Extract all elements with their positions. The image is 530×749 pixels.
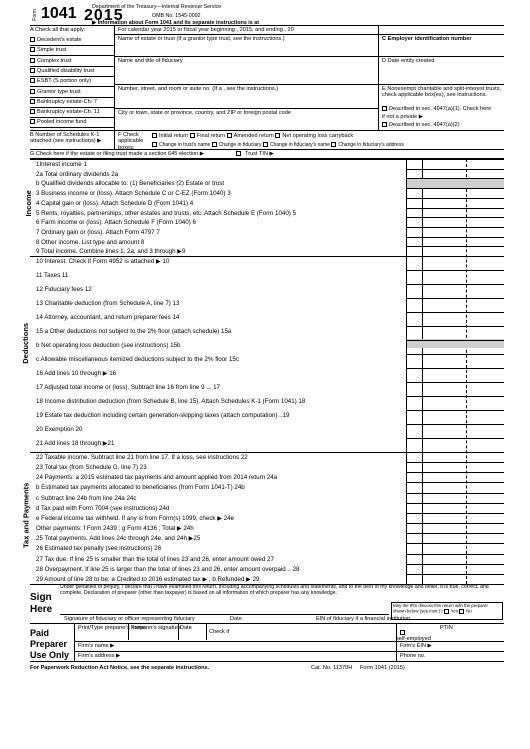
deductions-line: 21 Add lines 18 through ▶21 <box>36 440 115 447</box>
deductions-line: 10 Interest. Check if Form 4952 is attached ▶ 10 <box>36 258 170 265</box>
amount-cell[interactable] <box>406 326 504 327</box>
firm-name-label: Firm's name ▶ <box>78 643 115 649</box>
amount-cell[interactable] <box>406 554 504 555</box>
amount-cell[interactable] <box>406 227 504 228</box>
initial-return-label: Initial return <box>159 133 189 139</box>
city-input[interactable] <box>118 118 374 128</box>
amount-cell[interactable] <box>406 284 504 285</box>
section-a-option-label: ESBT (S portion only) <box>37 78 91 85</box>
paid-preparer <box>30 624 504 662</box>
self-employed-checkbox[interactable] <box>400 630 405 635</box>
schedules-k1-label: B Number of Schedules K-1 attached (see instructions) ▶ <box>30 132 102 145</box>
section-a-checkbox[interactable] <box>30 109 35 114</box>
deductions-line: 16 Add lines 10 through ▶ 16 <box>36 370 117 377</box>
section-a-checkbox[interactable] <box>30 68 35 73</box>
signature-label: Signature of fiduciary or officer representing fiduciary <box>64 616 195 622</box>
amount-cell[interactable] <box>406 523 504 524</box>
deductions-line: 14 Attorney, accountant, and return preparer fees 14 <box>36 314 180 321</box>
check-boxes-label: F Check applicable boxes: <box>118 132 144 151</box>
tax-line: b Estimated tax payments allocated to beneficiaries (from Form 1041-T) 24b <box>36 484 245 492</box>
deductions-line: 17 Adjusted total income or (loss). Subtract line 16 from line 9 ... 17 <box>36 384 220 391</box>
sec4947a1-checkbox[interactable] <box>382 106 387 111</box>
section-a-checkbox[interactable] <box>30 37 35 42</box>
form-1041 <box>21 4 504 744</box>
change-fiduciary-address-checkbox[interactable] <box>331 142 336 147</box>
row-g <box>30 150 504 159</box>
tax-line: 25 Total payments. Add lines 24c through 24e, and 24h ▶25 <box>36 535 201 543</box>
tax-line: 22 Taxable income. Subtract line 21 from line 17. If a loss, see instructions 22 <box>36 454 248 461</box>
form-footer-label: Form 1041 (2015) <box>360 665 405 671</box>
amount-cell[interactable] <box>406 574 504 575</box>
omb-number: OMB No. 1545-0092 <box>152 13 201 19</box>
street-label: Number, street, and room or suite no. (If a , see the instructions.) <box>118 86 279 92</box>
amount-cell[interactable] <box>406 382 504 383</box>
amended-return-label: Amended return <box>233 133 274 139</box>
deductions-line: 13 Charitable deduction (from Schedule A, line 7) 13 <box>36 300 180 307</box>
deductions-line: 19 Estate tax deduction including certain generation-skipping taxes (attach computation) ..19 <box>36 412 290 419</box>
section-a-checkbox[interactable] <box>30 99 35 104</box>
ein-label: C Employer identification number <box>382 36 472 42</box>
income-line: 8 Other income. List type and amount 8 <box>36 238 145 246</box>
income-line: 9 Total income. Combine lines 1, 2a, and 3 through ▶9 <box>36 248 186 256</box>
deductions-line: 20 Exemption 20 <box>36 426 83 433</box>
irs-yes-label: Yes <box>450 608 458 614</box>
section-a-option-label: Decedent's estate <box>37 37 82 43</box>
row-b <box>30 130 504 150</box>
fiduciary-input[interactable] <box>118 66 374 80</box>
ein-fiduciary-label: EIN of fiduciary if a financial institution <box>316 616 411 622</box>
amended-return-checkbox[interactable] <box>227 133 232 138</box>
fiduciary-label: Name and title of fiduciary <box>118 58 183 64</box>
irs-yes-checkbox[interactable] <box>444 609 449 614</box>
section-a-option <box>30 36 114 46</box>
tax-line: Other payments: f Form 2439 ; g Form 4136 ; Total ▶ 24h <box>36 525 194 533</box>
deductions-line: b Net operating loss deduction (see instructions) 15b <box>36 342 181 349</box>
footer <box>30 664 504 674</box>
section-a-option <box>30 77 114 87</box>
amount-cell[interactable] <box>406 472 504 473</box>
amount-cell[interactable] <box>406 354 504 355</box>
amount-cell[interactable] <box>406 438 504 439</box>
cat-number: Cat. No. 11370H <box>311 665 353 671</box>
deductions-line: 11 Taxes 11 <box>36 272 69 279</box>
phone-label: Phone no. <box>400 653 426 659</box>
date-created-label: D Date entity created <box>382 58 435 64</box>
section-a-option <box>30 46 114 56</box>
change-fiduciary-name-checkbox[interactable] <box>263 142 268 147</box>
final-return-label: Final return <box>196 133 226 139</box>
tax-line: 24 Payments: a 2015 estimated tax payments and amount applied from 2014 return 24a <box>36 474 278 482</box>
tax-line: d Tax paid with Form 7004 (see instructions) 24d <box>36 504 170 512</box>
preparer-date-label: Date <box>180 625 192 631</box>
deductions-line: 12 Fiduciary fees 12 <box>36 286 92 293</box>
sign-here <box>30 584 504 624</box>
section-a-checkbox[interactable] <box>30 119 35 124</box>
firm-ein-label: Firm's EIN ▶ <box>400 643 432 649</box>
irs-no-label: No <box>466 608 472 614</box>
calendar-year: For calendar year 2015 or fiscal year beginning , 2015, and ending , 20 <box>118 27 294 33</box>
irs-discuss-box <box>391 602 503 620</box>
amount-cell[interactable] <box>406 217 504 218</box>
tax-line: 23 Total tax (from Schedule G, line 7) 23 <box>36 464 147 472</box>
amount-cell[interactable] <box>406 208 504 209</box>
nol-carryback-checkbox[interactable] <box>275 133 280 138</box>
amount-cell[interactable] <box>406 564 504 565</box>
preparer-signature-label: Preparer's signature <box>131 625 182 631</box>
amount-cell[interactable] <box>406 340 504 341</box>
amount-cell[interactable] <box>406 493 504 494</box>
amount-cell[interactable] <box>406 312 504 313</box>
trust-tin-label: Trust TIN ▶ <box>245 151 274 157</box>
irs-no-checkbox[interactable] <box>459 609 464 614</box>
amount-cell[interactable] <box>406 424 504 425</box>
income-line: 4 Capital gain or (loss). Attach Schedule D (Form 1041) 4 <box>36 199 194 207</box>
income-line: 3 Business income or (loss). Attach Schedule C or C-EZ (Form 1040) 3 <box>36 190 231 198</box>
income-line: 2a Total ordinary dividends 2a <box>36 170 119 178</box>
estate-name-input[interactable] <box>118 44 374 54</box>
change-fiduciary-address-label: Change in fiduciary's address <box>338 141 404 148</box>
form-header <box>30 4 504 26</box>
irs-discuss-label: May the IRS discuss this return with the preparer shown below (see instr.)? <box>393 603 488 614</box>
income-line: 5 Rents, royalties, partnerships, other estates and trusts, etc. Attach Schedule E (Form 1040) 5 <box>36 209 297 217</box>
amount-cell[interactable] <box>406 543 504 544</box>
tax-line: 26 Estimated tax penalty (see instructions) 26 <box>36 545 162 553</box>
section-645-label: G Check here if the estate or filing trust made a section 645 election ▶ <box>30 151 205 157</box>
change-fiduciary-checkbox[interactable] <box>212 142 217 147</box>
sec4947a2-checkbox[interactable] <box>382 122 387 127</box>
firm-address-label: Firm's address ▶ <box>78 653 121 659</box>
amount-cell[interactable] <box>406 410 504 411</box>
amount-cell[interactable] <box>406 503 504 504</box>
section-a-option-label: Complex trust <box>37 57 72 64</box>
sign-date-label: Date <box>230 616 242 622</box>
amount-cell[interactable] <box>406 368 504 369</box>
amount-cell[interactable] <box>406 462 504 463</box>
initial-return-checkbox[interactable] <box>152 133 157 138</box>
income-line: 6 Farm income or (loss). Attach Schedule F (Form 1040) 6 <box>36 219 196 227</box>
nonexempt-label: E Nonexempt charitable and split-interest trusts, check applicable box(es), see instructions. <box>382 86 502 99</box>
amount-cell[interactable] <box>406 198 504 199</box>
city-label: City or town, state or province, country, and ZIP or foreign postal code <box>118 110 291 116</box>
perjury-text: Under penalties of perjury, I declare that I have examined this return, including accompanying schedules and statements, and to the best of my knowledge and belief, it is true, correct, and complete. Declaration of preparer (other than taxpayer) is based on all information of which preparer has any knowledge. <box>60 584 489 596</box>
section-645-checkbox[interactable] <box>236 151 241 156</box>
section-a-option-label: Grantor type trust <box>37 88 81 95</box>
section-a-option-label: Bankruptcy estate-Ch. 11 <box>37 109 100 116</box>
ptin-label: PTIN <box>440 625 453 631</box>
form-number: 1041 <box>41 5 77 22</box>
tax-side-label: Tax and Payments <box>21 482 31 548</box>
change-trust-name-label: Change in trust's name <box>159 141 211 148</box>
tax-line: 27 Tax due. If line 25 is smaller than the total of lines 23 and 26, enter amount owed 27 <box>36 555 274 563</box>
section-a-option <box>30 98 114 108</box>
amount-cell[interactable] <box>406 169 504 170</box>
department: Department of the Treasury—Internal Revenue Service <box>92 4 222 10</box>
section-a-option <box>30 118 114 128</box>
amount-cell[interactable] <box>406 246 504 247</box>
section-a-checkbox[interactable] <box>30 58 35 63</box>
amount-cell[interactable] <box>406 256 504 257</box>
income-line: 1Interest income 1 <box>36 161 87 168</box>
entity-block <box>30 26 504 130</box>
change-fiduciary-label: Change in fiduciary <box>218 141 262 148</box>
check-if-label: Check if <box>209 629 230 635</box>
street-input[interactable] <box>118 94 374 106</box>
section-a-checkbox[interactable] <box>30 78 35 83</box>
sign-title: Sign <box>30 592 52 603</box>
section-a-title: A Check all that apply: <box>30 27 86 33</box>
paid-title: Paid <box>30 628 50 638</box>
sec4947a1-label: Described in sec. 4947(a)(1). Check here <box>389 106 492 112</box>
info-line: ▶ Information about Form 1041 and its separate instructions is at <box>92 20 260 26</box>
section-a-option-label: Pooled income fund <box>37 119 87 126</box>
income-side-label: Income <box>23 190 33 217</box>
name-label: Name of estate or trust (If a grantor type trust, see the instructions.) <box>118 36 285 42</box>
tax-line: c Subtract line 24b from line 24a 24c <box>36 494 137 502</box>
here-title: Here <box>30 604 53 615</box>
amount-cell[interactable] <box>406 533 504 534</box>
amount-cell[interactable] <box>406 396 504 397</box>
tax-line: 28 Overpayment. If line 25 is larger than the total of lines 23 and 26, enter amount overpaid .. 28 <box>36 565 300 573</box>
sec4947a2-label: Described in sec. 4947(a)(2) <box>389 122 460 128</box>
section-a-option <box>30 88 114 98</box>
section-a-option-label: Qualified disability trust <box>37 67 95 74</box>
self-employed-label: self-employed <box>396 636 431 642</box>
section-a-checkbox[interactable] <box>30 89 35 94</box>
amount-cell[interactable] <box>406 513 504 514</box>
amount-cell[interactable] <box>406 178 504 179</box>
form-year: 2015 <box>84 7 124 24</box>
final-return-checkbox[interactable] <box>190 133 195 138</box>
section-a-checkbox[interactable] <box>30 47 35 52</box>
paperwork-notice: For Paperwork Reduction Act Notice, see the separate instructions. <box>30 665 210 671</box>
preparer-name-label: Print/Type preparer's name <box>78 625 146 631</box>
amount-cell[interactable] <box>406 482 504 483</box>
deductions-line: 15 a Other deductions not subject to the 2% floor (attach schedule) 15a <box>36 328 232 335</box>
form-label: Form <box>31 9 38 21</box>
deductions-line: 18 Income distribution deduction (from Schedule B, line 15). Attach Schedules K-1 (Form 1041) 18 <box>36 398 306 405</box>
deductions-line: c Allowable miscellaneous itemized deductions subject to the 2% floor 15c <box>36 356 239 363</box>
change-fiduciary-name-label: Change in fiduciary's name <box>269 141 331 148</box>
income-line: b Qualified dividends allocable to: (1) Beneficiaries (2) Estate or trust <box>36 180 225 188</box>
tax-line: 29 Amount of line 28 to be: a Credited to 2016 estimated tax ▶ ; b Refunded ▶ 29 <box>36 575 260 583</box>
section-a-option-label: Bankruptcy estate-Ch. 7 <box>37 98 98 105</box>
change-trust-name-checkbox[interactable] <box>152 142 157 147</box>
tax-line: e Federal income tax withheld. If any is from Form(s) 1099, check ▶ 24e <box>36 514 235 522</box>
use-only-title: Use Only <box>30 650 70 660</box>
preparer-title: Preparer <box>30 639 68 649</box>
nol-carryback-label: Net operating loss carryback <box>282 133 354 139</box>
lines-area <box>21 159 504 584</box>
amount-cell[interactable] <box>406 298 504 299</box>
not-private-label: if not a private ▶ <box>382 114 423 120</box>
section-a-option <box>30 108 114 118</box>
amount-cell[interactable] <box>406 237 504 238</box>
section-a-option <box>30 57 114 67</box>
section-a-option <box>30 67 114 77</box>
amount-cell[interactable] <box>406 270 504 271</box>
deductions-side-label: Deductions <box>21 322 31 364</box>
section-a-option-label: Simple trust <box>37 47 67 54</box>
amount-cell[interactable] <box>406 188 504 189</box>
amount-cell[interactable] <box>406 452 504 453</box>
income-line: 7 Ordinary gain or (loss). Attach Form 4797 7 <box>36 228 160 236</box>
